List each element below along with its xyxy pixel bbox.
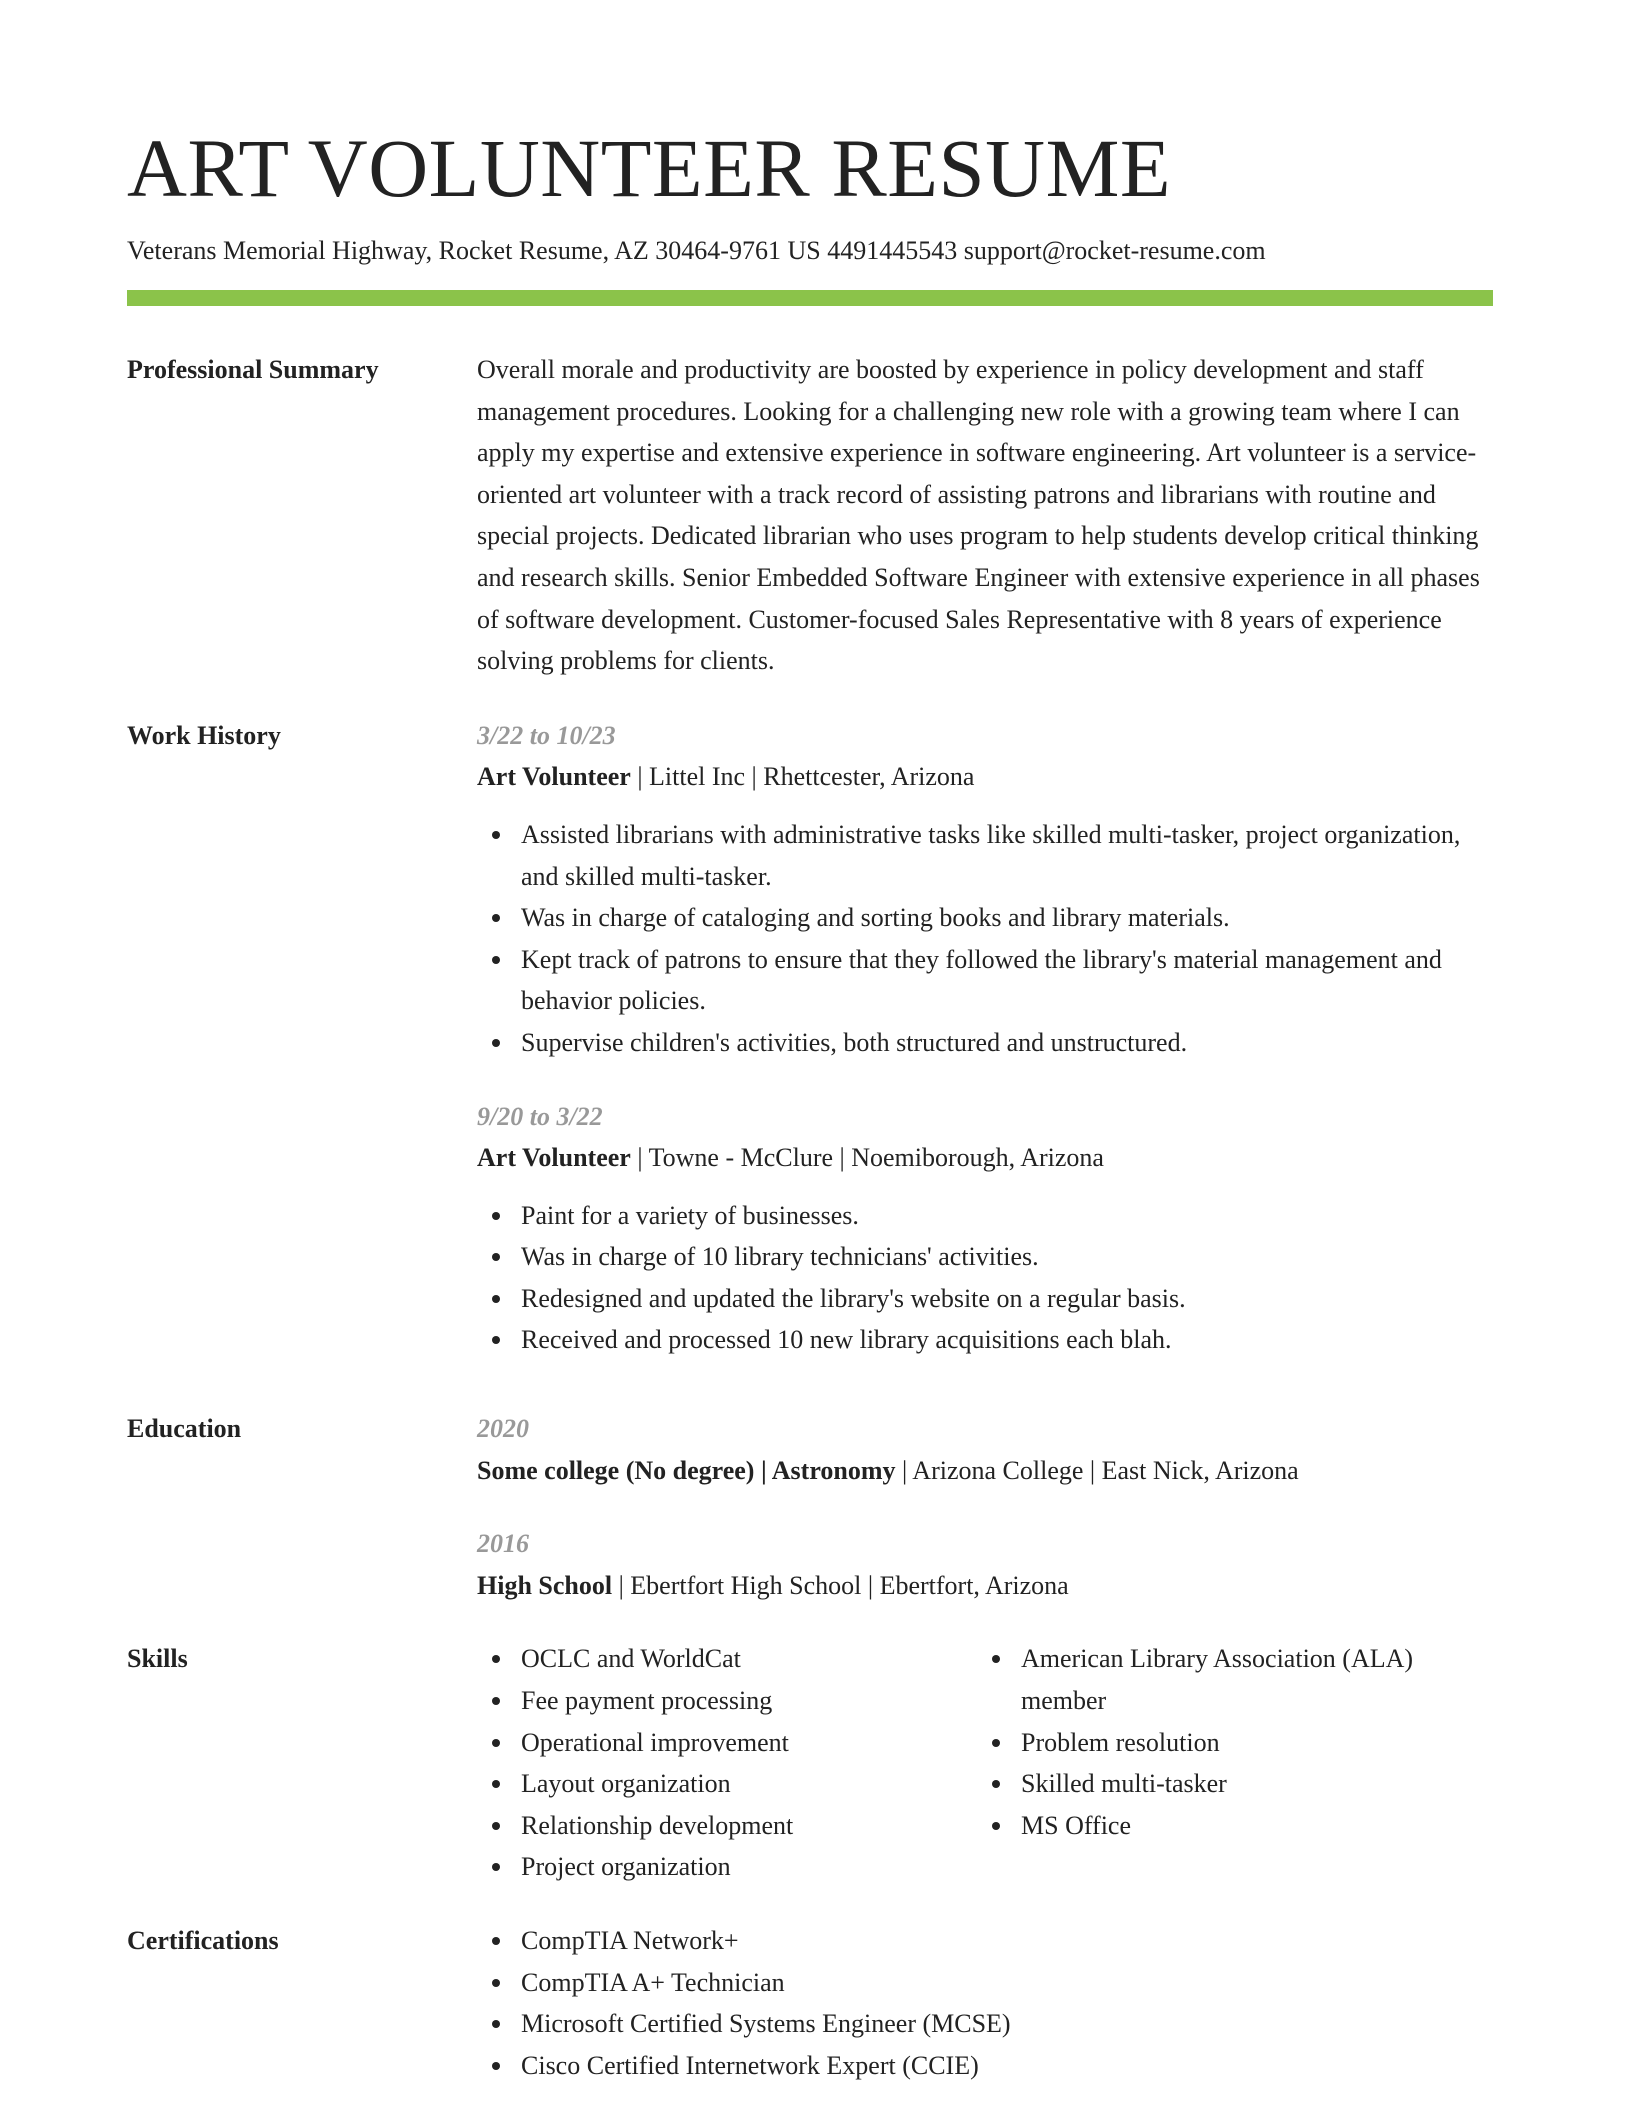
degree: High School bbox=[477, 1570, 613, 1600]
work-history-section bbox=[127, 715, 1493, 1361]
list-item: Was in charge of cataloging and sorting books and library materials. bbox=[521, 897, 1493, 939]
bullet-icon bbox=[492, 914, 500, 922]
bullet-icon bbox=[492, 831, 500, 839]
bullet-icon bbox=[992, 1822, 1000, 1830]
certification-item: CompTIA Network+ bbox=[521, 1920, 1493, 1962]
bullet-icon bbox=[492, 2020, 500, 2028]
certifications-list bbox=[477, 1920, 1493, 2086]
education-heading bbox=[477, 1565, 1493, 1607]
certification-item: CompTIA A+ Technician bbox=[521, 1962, 1493, 2004]
education-entry bbox=[477, 1408, 1493, 1491]
education-entry bbox=[477, 1523, 1493, 1606]
bullet-icon bbox=[492, 1697, 500, 1705]
bullet-icon bbox=[492, 1212, 500, 1220]
summary-section bbox=[127, 349, 1493, 682]
section-label-skills: Skills bbox=[127, 1644, 188, 1674]
bullet-icon bbox=[492, 1937, 500, 1945]
skill-item: Project organization bbox=[521, 1846, 977, 1888]
skills-column-left bbox=[477, 1638, 977, 1888]
bullet-icon bbox=[492, 956, 500, 964]
skill-item: Skilled multi-tasker bbox=[1021, 1763, 1477, 1805]
section-label-certifications: Certifications bbox=[127, 1926, 279, 1955]
resume-title: ART VOLUNTEER RESUME bbox=[127, 122, 1172, 214]
bullet-icon bbox=[492, 1863, 500, 1871]
bullet-icon bbox=[492, 1979, 500, 1987]
bullet-icon bbox=[992, 1655, 1000, 1663]
work-dates: 9/20 to 3/22 bbox=[477, 1101, 603, 1131]
school-details: | Ebertfort High School | Ebertfort, Arizona bbox=[612, 1570, 1069, 1600]
work-entry bbox=[477, 1096, 1493, 1362]
skill-item: MS Office bbox=[1021, 1805, 1477, 1847]
skill-item: American Library Association (ALA) member bbox=[1021, 1638, 1477, 1721]
skill-item: Layout organization bbox=[521, 1763, 977, 1805]
bullet-icon bbox=[492, 1739, 500, 1747]
section-label-education: Education bbox=[127, 1414, 242, 1444]
skill-item: Operational improvement bbox=[521, 1722, 977, 1764]
summary-text: Overall morale and productivity are boosted by experience in policy development and staff management procedures. Looking for a challenging new role with a growing team where I can apply my expertise and extensive experience in software engineering. Art volunteer is a service-oriented art volunteer with a track record of assisting patrons and librarians with routine and special projects. Dedicated librarian who uses program to help students develop critical thinking and research skills. Senior Embedded Software Engineer with extensive experience in all phases of software development. Customer-focused Sales Representative with 8 years of experience solving problems for clients. bbox=[477, 355, 1480, 676]
certification-item: Microsoft Certified Systems Engineer (MCSE) bbox=[521, 2003, 1493, 2045]
list-item: Supervise children's activities, both structured and unstructured. bbox=[521, 1022, 1493, 1064]
list-item: Was in charge of 10 library technicians' activities. bbox=[521, 1236, 1493, 1278]
work-bullet-list bbox=[477, 1195, 1493, 1361]
work-dates: 3/22 to 10/23 bbox=[477, 720, 616, 750]
bullet-icon bbox=[492, 1780, 500, 1788]
list-item: Paint for a variety of businesses. bbox=[521, 1195, 1493, 1237]
bullet-icon bbox=[492, 2062, 500, 2070]
skills-section bbox=[127, 1638, 1493, 1888]
bullet-icon bbox=[992, 1780, 1000, 1788]
education-year: 2016 bbox=[477, 1529, 529, 1559]
skill-item: Problem resolution bbox=[1021, 1722, 1477, 1764]
work-heading bbox=[477, 756, 1493, 798]
education-heading bbox=[477, 1450, 1493, 1492]
section-label-work: Work History bbox=[127, 720, 281, 750]
bullet-icon bbox=[492, 1336, 500, 1344]
degree: Some college (No degree) | Astronomy bbox=[477, 1455, 896, 1485]
work-bullet-list bbox=[477, 814, 1493, 1064]
skill-item: OCLC and WorldCat bbox=[521, 1638, 977, 1680]
education-section bbox=[127, 1408, 1493, 1606]
certification-item: Cisco Certified Internetwork Expert (CCIE) bbox=[521, 2045, 1493, 2087]
bullet-icon bbox=[492, 1253, 500, 1261]
job-details: | Littel Inc | Rhettcester, Arizona bbox=[630, 762, 975, 792]
bullet-icon bbox=[492, 1295, 500, 1303]
bullet-icon bbox=[492, 1039, 500, 1047]
school-details: | Arizona College | East Nick, Arizona bbox=[895, 1455, 1299, 1485]
skills-column-right bbox=[977, 1638, 1477, 1888]
bullet-icon bbox=[492, 1822, 500, 1830]
job-title: Art Volunteer bbox=[477, 762, 631, 792]
bullet-icon bbox=[992, 1739, 1000, 1747]
resume-page bbox=[127, 118, 1493, 2086]
work-heading bbox=[477, 1137, 1493, 1179]
bullet-icon bbox=[492, 1655, 500, 1663]
skills-grid bbox=[477, 1638, 1493, 1888]
work-entry bbox=[477, 715, 1493, 1064]
skill-item: Fee payment processing bbox=[521, 1680, 977, 1722]
section-label-summary: Professional Summary bbox=[127, 355, 379, 384]
certifications-section bbox=[127, 1920, 1493, 2086]
contact-line: Veterans Memorial Highway, Rocket Resume, AZ 30464-9761 US 4491445543 support@rocket-resume.com bbox=[127, 236, 1266, 265]
job-details: | Towne - McClure | Noemiborough, Arizona bbox=[630, 1143, 1104, 1173]
list-item: Assisted librarians with administrative tasks like skilled multi-tasker, project organization, and skilled multi-tasker. bbox=[521, 814, 1493, 897]
accent-divider bbox=[127, 290, 1493, 306]
skill-item: Relationship development bbox=[521, 1805, 977, 1847]
list-item: Redesigned and updated the library's website on a regular basis. bbox=[521, 1278, 1493, 1320]
job-title: Art Volunteer bbox=[477, 1143, 631, 1173]
education-year: 2020 bbox=[477, 1414, 529, 1444]
list-item: Received and processed 10 new library acquisitions each blah. bbox=[521, 1319, 1493, 1361]
list-item: Kept track of patrons to ensure that they followed the library's material management and behavior policies. bbox=[521, 939, 1493, 1022]
